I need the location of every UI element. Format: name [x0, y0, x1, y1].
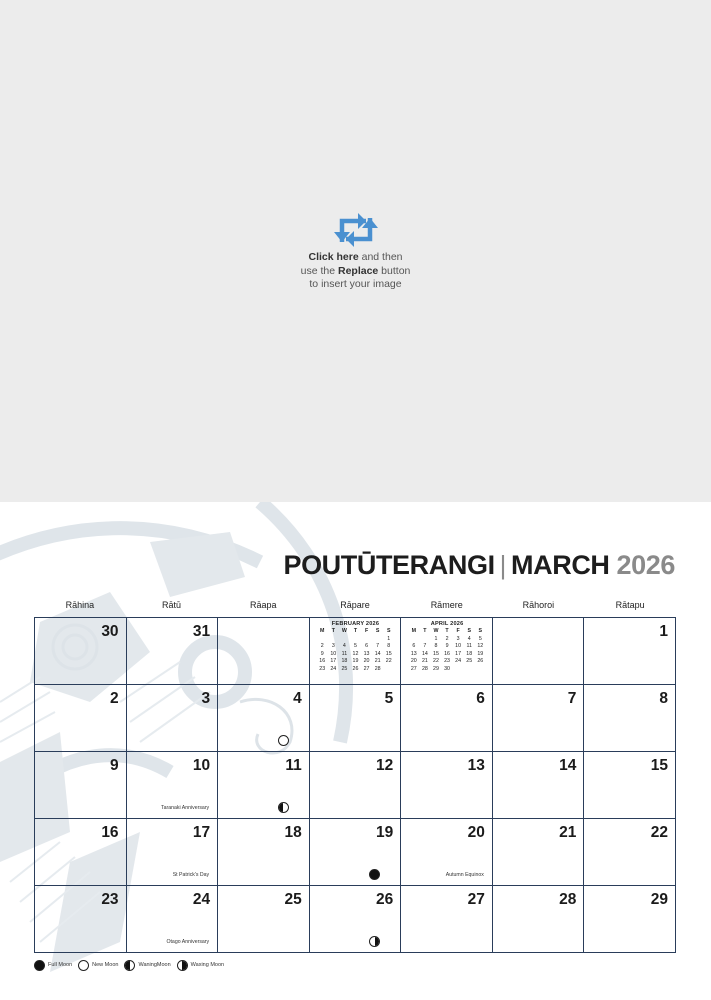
day-number: 16 [101, 824, 119, 841]
day-cell[interactable] [218, 685, 310, 752]
mini-day [383, 666, 394, 674]
day-number: 27 [467, 891, 485, 908]
day-number: 1 [659, 623, 668, 640]
mini-weekday: T [445, 628, 449, 634]
placeholder-line3: to insert your image [309, 278, 402, 290]
waxing-moon-icon [369, 936, 380, 947]
mini-day: 28 [421, 665, 428, 672]
mini-day: 28 [374, 665, 381, 672]
mini-weekday: M [411, 628, 417, 634]
day-cell[interactable] [310, 886, 402, 953]
day-cell[interactable] [401, 685, 493, 752]
day-cell[interactable] [401, 618, 493, 685]
mini-day: 20 [410, 658, 417, 665]
day-cell[interactable] [35, 886, 127, 953]
legend-label: New Moon [92, 962, 119, 968]
mini-calendar-week [408, 666, 486, 674]
mini-calendar-week [317, 651, 395, 659]
day-number: 6 [476, 690, 485, 707]
day-number: 9 [109, 757, 119, 774]
mini-day: 3 [331, 643, 335, 650]
mini-day: 2 [320, 643, 324, 650]
day-number: 5 [384, 690, 394, 707]
mini-day: 25 [341, 665, 348, 672]
day-cell[interactable] [35, 752, 127, 819]
day-cell[interactable] [127, 685, 219, 752]
day-cell[interactable] [218, 886, 310, 953]
day-number: 17 [192, 824, 211, 841]
mini-calendar-week [408, 658, 486, 666]
mini-calendar-week [408, 651, 486, 659]
mini-day: 29 [433, 665, 439, 672]
mini-day [453, 666, 464, 674]
mini-day: 6 [365, 643, 369, 650]
legend-item [78, 960, 118, 971]
day-cell[interactable] [310, 819, 402, 886]
day-cell[interactable] [218, 618, 310, 685]
day-number: 20 [467, 824, 485, 841]
day-cell[interactable] [127, 752, 219, 819]
mini-day: 21 [374, 658, 381, 665]
event-label: St Patrick's Day [172, 872, 210, 878]
mini-day: 12 [352, 650, 359, 657]
day-cell[interactable] [218, 819, 310, 886]
mini-day: 10 [455, 643, 462, 650]
day-number: 2 [109, 690, 119, 707]
mini-day: 27 [363, 665, 370, 672]
full-moon-icon [34, 960, 45, 971]
day-cell[interactable] [584, 886, 676, 953]
mini-day [475, 666, 486, 674]
mini-day: 13 [363, 650, 370, 657]
legend-label: Waxing Moon [190, 962, 225, 968]
mini-weekday: T [331, 628, 335, 634]
mini-weekday: F [456, 628, 460, 634]
month-grid [34, 617, 676, 953]
legend-item [34, 960, 72, 971]
mini-day: 16 [319, 658, 326, 665]
mini-day: 9 [445, 643, 449, 650]
mini-calendar-week [317, 636, 395, 644]
mini-calendar-week [408, 636, 486, 644]
mini-day: 13 [410, 650, 417, 657]
mini-calendar-february [317, 621, 395, 674]
mini-day: 8 [434, 643, 438, 650]
day-number: 11 [285, 757, 302, 774]
day-number: 21 [559, 824, 577, 841]
day-number: 12 [376, 757, 394, 774]
mini-day: 19 [477, 650, 484, 657]
mini-weekday: M [320, 628, 325, 634]
day-number: 4 [293, 690, 302, 707]
mini-day: 15 [433, 650, 439, 657]
legend-label: Full Moon [48, 962, 73, 968]
mini-day: 4 [342, 643, 346, 650]
new-moon-icon [278, 735, 289, 746]
mini-calendar-week [408, 643, 486, 651]
event-label: Autumn Equinox [445, 872, 484, 878]
new-moon-icon [78, 960, 89, 971]
mini-calendar-week [317, 666, 395, 674]
day-cell[interactable] [584, 618, 676, 685]
mini-day: 17 [330, 658, 337, 665]
mini-day: 2 [445, 635, 449, 642]
day-cell[interactable] [310, 752, 402, 819]
mini-calendar-april [408, 621, 486, 674]
mini-day [361, 636, 372, 644]
day-cell[interactable] [493, 886, 585, 953]
mini-day: 18 [341, 658, 348, 665]
day-number: 10 [192, 757, 211, 774]
mini-day [317, 636, 328, 644]
day-cell[interactable] [218, 752, 310, 819]
placeholder-instructions [255, 251, 456, 292]
mini-day: 18 [466, 650, 473, 657]
legend-item [124, 960, 170, 971]
mini-day: 27 [410, 665, 417, 672]
mini-weekday: W [433, 628, 439, 634]
weekday-label: Rāhina [65, 600, 95, 610]
day-number: 13 [467, 757, 485, 774]
mini-day: 22 [385, 658, 392, 665]
mini-day: 14 [421, 650, 428, 657]
mini-day: 11 [341, 650, 348, 657]
moon-shadow [279, 803, 284, 812]
day-number: 8 [659, 690, 668, 707]
mini-weekday: S [478, 628, 483, 634]
day-number: 15 [650, 757, 668, 774]
mini-day [339, 636, 350, 644]
day-number: 26 [376, 891, 394, 908]
weekday-label: Rāhoroi [522, 600, 555, 610]
weekday-label: Rāapa [250, 600, 277, 610]
day-cell[interactable] [493, 819, 585, 886]
day-number: 22 [650, 824, 668, 841]
day-cell[interactable] [310, 685, 402, 752]
click-here-text: Click here [308, 251, 359, 263]
day-cell[interactable] [127, 886, 219, 953]
mini-day: 14 [374, 650, 381, 657]
mini-day: 4 [467, 635, 471, 642]
day-number: 18 [284, 824, 302, 841]
mini-day: 26 [352, 665, 359, 672]
day-cell[interactable] [35, 685, 127, 752]
calendar-title [283, 550, 675, 584]
mini-day: 7 [423, 643, 427, 650]
mini-day: 8 [387, 643, 391, 650]
mini-day: 20 [363, 658, 370, 665]
mini-day: 22 [433, 658, 439, 665]
mini-day: 7 [376, 643, 380, 650]
mini-day: 15 [385, 650, 392, 657]
mini-day [419, 636, 430, 644]
weekday-label: Rāpare [340, 600, 370, 610]
day-number: 29 [650, 891, 668, 908]
mini-day: 30 [444, 665, 450, 672]
mini-day: 26 [477, 658, 484, 665]
day-cell[interactable] [35, 618, 127, 685]
weekday-label: Rātapu [615, 600, 645, 610]
mini-day: 21 [421, 658, 428, 665]
day-cell[interactable] [127, 618, 219, 685]
mini-day: 6 [412, 643, 416, 650]
mini-day: 24 [455, 658, 462, 665]
day-number: 31 [192, 623, 211, 640]
mini-calendar-week [317, 643, 395, 651]
replace-arrows-icon [330, 212, 382, 248]
mini-day [372, 636, 383, 644]
mini-day: 9 [320, 650, 324, 657]
mini-day: 17 [455, 650, 462, 657]
day-cell[interactable] [401, 819, 493, 886]
mini-day: 1 [434, 635, 438, 642]
mini-day [328, 636, 339, 644]
day-cell[interactable] [493, 618, 585, 685]
day-cell[interactable] [35, 819, 127, 886]
day-number: 14 [559, 757, 577, 774]
moon-shadow [125, 961, 130, 970]
mini-calendar-header [408, 628, 486, 636]
mini-day: 3 [456, 635, 460, 642]
placeholder-line2-pre: use the [300, 264, 338, 277]
mini-weekday: T [423, 628, 427, 634]
legend-label: WaningMoon [138, 962, 171, 968]
mini-weekday: F [364, 628, 369, 634]
day-number: 28 [559, 891, 577, 908]
placeholder-line2-post: button [378, 264, 411, 277]
event-label: Otago Anniversary [166, 939, 210, 945]
mini-weekday: W [341, 628, 347, 634]
full-moon-icon [369, 869, 380, 880]
mini-day: 19 [352, 658, 359, 665]
mini-calendar-week [317, 658, 395, 666]
moon-shadow [182, 961, 187, 970]
day-number: 3 [201, 690, 211, 707]
mini-day: 16 [444, 650, 450, 657]
placeholder-line1-rest: and then [358, 251, 403, 263]
weekday-header [34, 600, 676, 614]
mini-weekday: T [353, 628, 358, 634]
mini-day: 5 [354, 643, 357, 650]
mini-day: 23 [444, 658, 450, 665]
mini-weekday: S [386, 628, 391, 634]
mini-weekday: S [375, 628, 380, 634]
year-label: 2026 [616, 550, 675, 580]
mini-day [408, 636, 419, 644]
day-number: 30 [101, 623, 119, 640]
day-cell[interactable] [493, 685, 585, 752]
maori-month-name: POUTŪTERANGI [283, 550, 495, 580]
day-cell[interactable] [493, 752, 585, 819]
waning-moon-icon [124, 960, 135, 971]
day-cell[interactable] [584, 685, 676, 752]
mini-day: 24 [330, 665, 337, 672]
mini-day: 11 [466, 643, 472, 650]
mini-weekday: S [467, 628, 471, 634]
mini-day: 10 [330, 650, 337, 657]
day-number: 7 [567, 690, 577, 707]
waning-moon-icon [278, 802, 289, 813]
day-cell[interactable] [127, 819, 219, 886]
event-label: Taranaki Anniversary [160, 805, 210, 811]
day-cell[interactable] [310, 618, 402, 685]
mini-calendar-title: APRIL 2026 [430, 621, 464, 627]
title-separator: | [499, 550, 507, 580]
day-cell[interactable] [401, 886, 493, 953]
replace-text: Replace [337, 264, 379, 277]
mini-day [350, 636, 361, 644]
mini-day: 12 [477, 643, 484, 650]
mini-day: 25 [466, 658, 473, 665]
mini-day: 1 [387, 635, 391, 642]
weekday-label: Rāmere [430, 600, 463, 610]
moon-phase-legend [34, 958, 230, 972]
day-cell[interactable] [584, 819, 676, 886]
waxing-moon-icon [177, 960, 188, 971]
mini-calendar-header [317, 628, 395, 636]
mini-day: 5 [478, 635, 482, 642]
mini-calendar-title: FEBRUARY 2026 [331, 621, 380, 627]
mini-day: 23 [319, 665, 326, 672]
english-month-name: MARCH [511, 550, 610, 580]
mini-day [464, 666, 475, 674]
day-cell[interactable] [584, 752, 676, 819]
legend-item [177, 960, 224, 971]
day-number: 24 [192, 891, 211, 908]
day-number: 25 [284, 891, 302, 908]
day-cell[interactable] [401, 752, 493, 819]
day-number: 19 [376, 824, 394, 841]
day-number: 23 [101, 891, 119, 908]
weekday-label: Rātū [162, 600, 182, 610]
moon-shadow [375, 937, 380, 946]
